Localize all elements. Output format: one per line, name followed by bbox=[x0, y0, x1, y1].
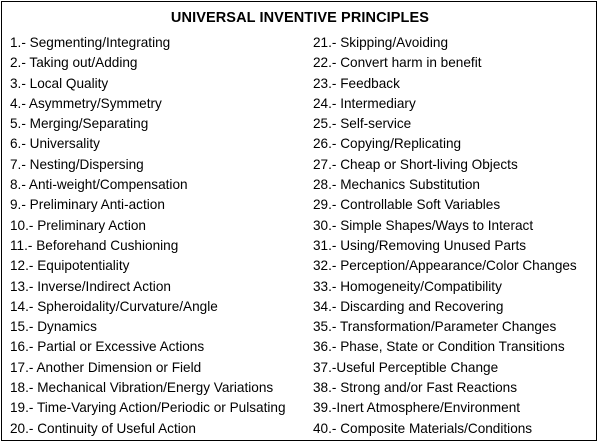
principle-item: 18.- Mechanical Vibration/Energy Variations bbox=[10, 380, 274, 396]
principle-item: 27.- Cheap or Short-living Objects bbox=[313, 156, 518, 172]
principle-item: 38.- Strong and/or Fast Reactions bbox=[313, 380, 518, 396]
principle-item: 4.- Asymmetry/Symmetry bbox=[10, 95, 162, 111]
principle-item: 31.- Using/Removing Unused Parts bbox=[313, 237, 527, 253]
principle-item: 12.- Equipotentiality bbox=[10, 258, 130, 274]
principle-item: 13.- Inverse/Indirect Action bbox=[10, 278, 171, 294]
principle-item: 1.- Segmenting/Integrating bbox=[10, 35, 171, 50]
principle-item: 22.- Convert harm in benefit bbox=[313, 55, 482, 71]
principle-item: 23.- Feedback bbox=[313, 75, 400, 91]
principle-item: 35.- Transformation/Parameter Changes bbox=[313, 319, 557, 335]
principle-item: 17.- Another Dimension or Field bbox=[10, 359, 202, 375]
principle-item: 29.- Controllable Soft Variables bbox=[313, 197, 501, 213]
right-column bbox=[313, 33, 595, 439]
principle-item: 10.- Preliminary Action bbox=[10, 217, 146, 233]
principle-item: 37.-Useful Perceptible Change bbox=[313, 359, 499, 375]
principle-item: 40.- Composite Materials/Conditions bbox=[313, 420, 533, 436]
principle-item: 39.-Inert Atmosphere/Environment bbox=[313, 400, 521, 416]
principle-item: 19.- Time-Varying Action/Periodic or Pulsating bbox=[10, 400, 286, 416]
table-title: UNIVERSAL INVENTIVE PRINCIPLES bbox=[170, 10, 430, 26]
principle-item: 34.- Discarding and Recovering bbox=[313, 298, 504, 314]
principle-item: 3.- Local Quality bbox=[10, 75, 109, 91]
principle-item: 28.- Mechanics Substitution bbox=[313, 177, 480, 193]
principle-item: 16.- Partial or Excessive Actions bbox=[10, 339, 205, 355]
principle-item: 25.- Self-service bbox=[313, 116, 412, 132]
principle-item: 6.- Universality bbox=[10, 136, 100, 152]
principle-item: 24.- Intermediary bbox=[313, 95, 416, 111]
left-column bbox=[10, 33, 305, 439]
principle-item: 32.- Perception/Appearance/Color Changes bbox=[313, 258, 577, 274]
principle-item: 5.- Merging/Separating bbox=[10, 116, 149, 132]
principle-item: 2.- Taking out/Adding bbox=[10, 55, 138, 71]
principle-item: 20.- Continuity of Useful Action bbox=[10, 420, 196, 436]
principle-item: 36.- Phase, State or Condition Transitions bbox=[313, 339, 565, 355]
principle-item: 14.- Spheroidality/Curvature/Angle bbox=[10, 298, 218, 314]
principle-item: 26.- Copying/Replicating bbox=[313, 136, 462, 152]
principle-item: 15.- Dynamics bbox=[10, 319, 97, 335]
principle-item: 21.- Skipping/Avoiding bbox=[313, 35, 449, 50]
principle-item: 8.- Anti-weight/Compensation bbox=[10, 177, 188, 193]
principle-item: 11.- Beforehand Cushioning bbox=[10, 237, 179, 253]
principle-item: 9.- Preliminary Anti-action bbox=[10, 197, 165, 213]
principle-item: 30.- Simple Shapes/Ways to Interact bbox=[313, 217, 534, 233]
principle-item: 33.- Homogeneity/Compatibility bbox=[313, 278, 502, 294]
principles-table bbox=[1, 1, 597, 441]
principle-item: 7.- Nesting/Dispersing bbox=[10, 156, 144, 172]
